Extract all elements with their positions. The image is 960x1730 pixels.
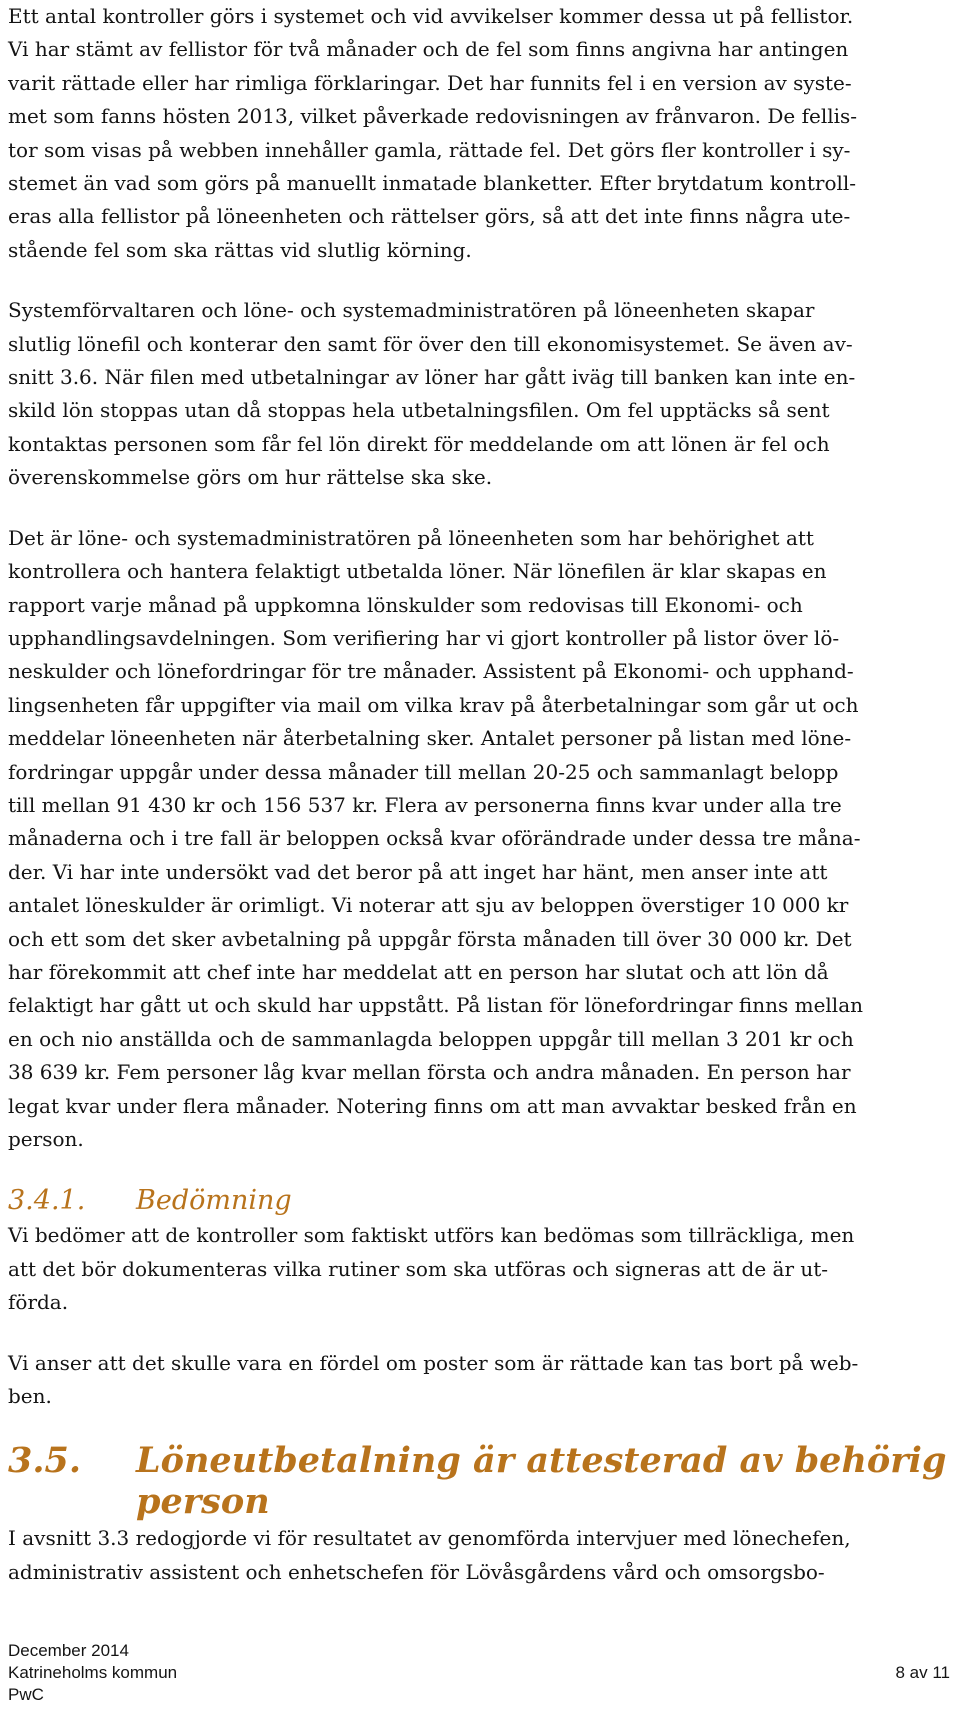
section-heading-35 [8, 1440, 950, 1522]
text-line: met som fanns hösten 2013, vilket påverkade redovisningen av frånvaron. De fellis- [8, 104, 858, 129]
page-number: 8 av 11 [895, 1663, 950, 1682]
text-line: tor som visas på webben innehåller gamla, rättade fel. Det görs fler kontroller i sy- [8, 137, 851, 162]
footer-firm: PwC [8, 1685, 44, 1704]
section-title-line: Löneutbetalning är attesterad av behörig [136, 1440, 947, 1482]
text-line: överenskommelse görs om hur rättelse ska ske. [8, 465, 493, 490]
footer-organization: Katrineholms kommun [8, 1663, 178, 1682]
document-page [8, 0, 950, 1589]
section-title-line: person [136, 1481, 270, 1523]
text-line: legat kvar under flera månader. Notering finns om att man avvaktar besked från en [8, 1093, 857, 1118]
text-line: Vi anser att det skulle vara en fördel om poster som är rättade kan tas bort på web- [8, 1350, 859, 1375]
section-title [136, 1440, 946, 1522]
text-line: förda. [8, 1290, 69, 1315]
text-line: meddelar löneenheten när återbetalning sker. Antalet personer på listan med löne- [8, 726, 852, 751]
text-line: och ett som det sker avbetalning på uppgår första månaden till över 30 000 kr. Det [8, 926, 852, 951]
text-line: der. Vi har inte undersökt vad det beror på att inget har hänt, men anser inte att [8, 859, 828, 884]
text-line: en och nio anställda och de sammanlagda beloppen uppgår till mellan 3 201 kr och [8, 1026, 854, 1051]
text-line: månaderna och i tre fall är beloppen också kvar oförändrade under dessa tre måna- [8, 826, 861, 851]
text-line: Ett antal kontroller görs i systemet och vid avvikelser kommer dessa ut på fellistor. [8, 4, 854, 28]
paragraph-fellistor [8, 0, 950, 267]
text-line: lingsenheten får uppgifter via mail om vilka krav på återbetalningar som går ut och [8, 692, 859, 717]
text-line: felaktigt har gått ut och skuld har uppstått. På listan för lönefordringar finns mellan [8, 993, 864, 1018]
paragraph-fordel [8, 1347, 950, 1414]
text-line: fordringar uppgår under dessa månader till mellan 20-25 och sammanlagt belopp [8, 759, 839, 784]
text-line: Det är löne- och systemadministratören på löneenheten som har behörighet att [8, 525, 814, 550]
text-line: Vi har stämt av fellistor för två månader och de fel som finns angivna har antingen [8, 37, 849, 62]
page-footer [8, 1640, 950, 1706]
footer-date: December 2014 [8, 1641, 129, 1660]
text-line: neskulder och lönefordringar för tre månader. Assistent på Ekonomi- och upphand- [8, 659, 854, 684]
text-line: kontaktas personen som får fel lön direkt för meddelande om att lönen är fel och [8, 431, 830, 456]
section-title: Bedömning [136, 1185, 292, 1217]
text-line: I avsnitt 3.3 redogjorde vi för resultatet av genomförda intervjuer med lönechefen, [8, 1526, 851, 1551]
text-line: skild lön stoppas utan då stoppas hela utbetalningsfilen. Om fel upptäcks så sent [8, 398, 830, 423]
paragraph-lonefil [8, 294, 950, 494]
text-line: eras alla fellistor på löneenheten och rättelser görs, så att det inte finns några ute- [8, 204, 851, 229]
text-line: kontrollera och hantera felaktigt utbetalda löner. När lönefilen är klar skapas en [8, 559, 827, 584]
text-line: stående fel som ska rättas vid slutlig körning. [8, 237, 472, 262]
text-line: slutlig lönefil och konterar den samt för över den till ekonomisystemet. Se även av- [8, 331, 853, 356]
section-number: 3.4.1. [8, 1185, 86, 1217]
text-line: ben. [8, 1384, 52, 1409]
paragraph-avsnitt-33 [8, 1522, 950, 1589]
text-line: att det bör dokumenteras vilka rutiner som ska utföras och signeras att de är ut- [8, 1256, 829, 1281]
section-number: 3.5. [8, 1440, 82, 1482]
text-line: stemet än vad som görs på manuellt inmatade blanketter. Efter brytdatum kontroll- [8, 171, 857, 196]
section-heading-341 [8, 1183, 950, 1219]
text-line: snitt 3.6. När filen med utbetalningar av löner har gått iväg till banken kan inte en- [8, 365, 856, 390]
text-line: Vi bedömer att de kontroller som faktiskt utförs kan bedömas som tillräckliga, men [8, 1223, 855, 1248]
text-line: har förekommit att chef inte har meddelat att en person har slutat och att lön då [8, 959, 829, 984]
text-line: person. [8, 1127, 84, 1151]
paragraph-bedomning [8, 1219, 950, 1319]
text-line: upphandlingsavdelningen. Som verifiering har vi gjort kontroller på listor över lö- [8, 625, 840, 650]
text-line: Systemförvaltaren och löne- och systemadministratören på löneenheten skapar [8, 298, 815, 323]
text-line: antalet löneskulder är orimligt. Vi noterar att sju av beloppen överstiger 10 000 kr [8, 893, 849, 918]
paragraph-loneskulder [8, 522, 950, 1157]
text-line: rapport varje månad på uppkomna lönskulder som redovisas till Ekonomi- och [8, 592, 803, 617]
text-line: administrativ assistent och enhetschefen för Lövåsgårdens vård och omsorgsbo- [8, 1559, 825, 1584]
text-line: till mellan 91 430 kr och 156 537 kr. Flera av personerna finns kvar under alla tre [8, 792, 842, 817]
text-line: 38 639 kr. Fem personer låg kvar mellan första och andra månaden. En person har [8, 1060, 851, 1085]
text-line: varit rättade eller har rimliga förklaringar. Det har funnits fel i en version av syste- [8, 70, 852, 95]
